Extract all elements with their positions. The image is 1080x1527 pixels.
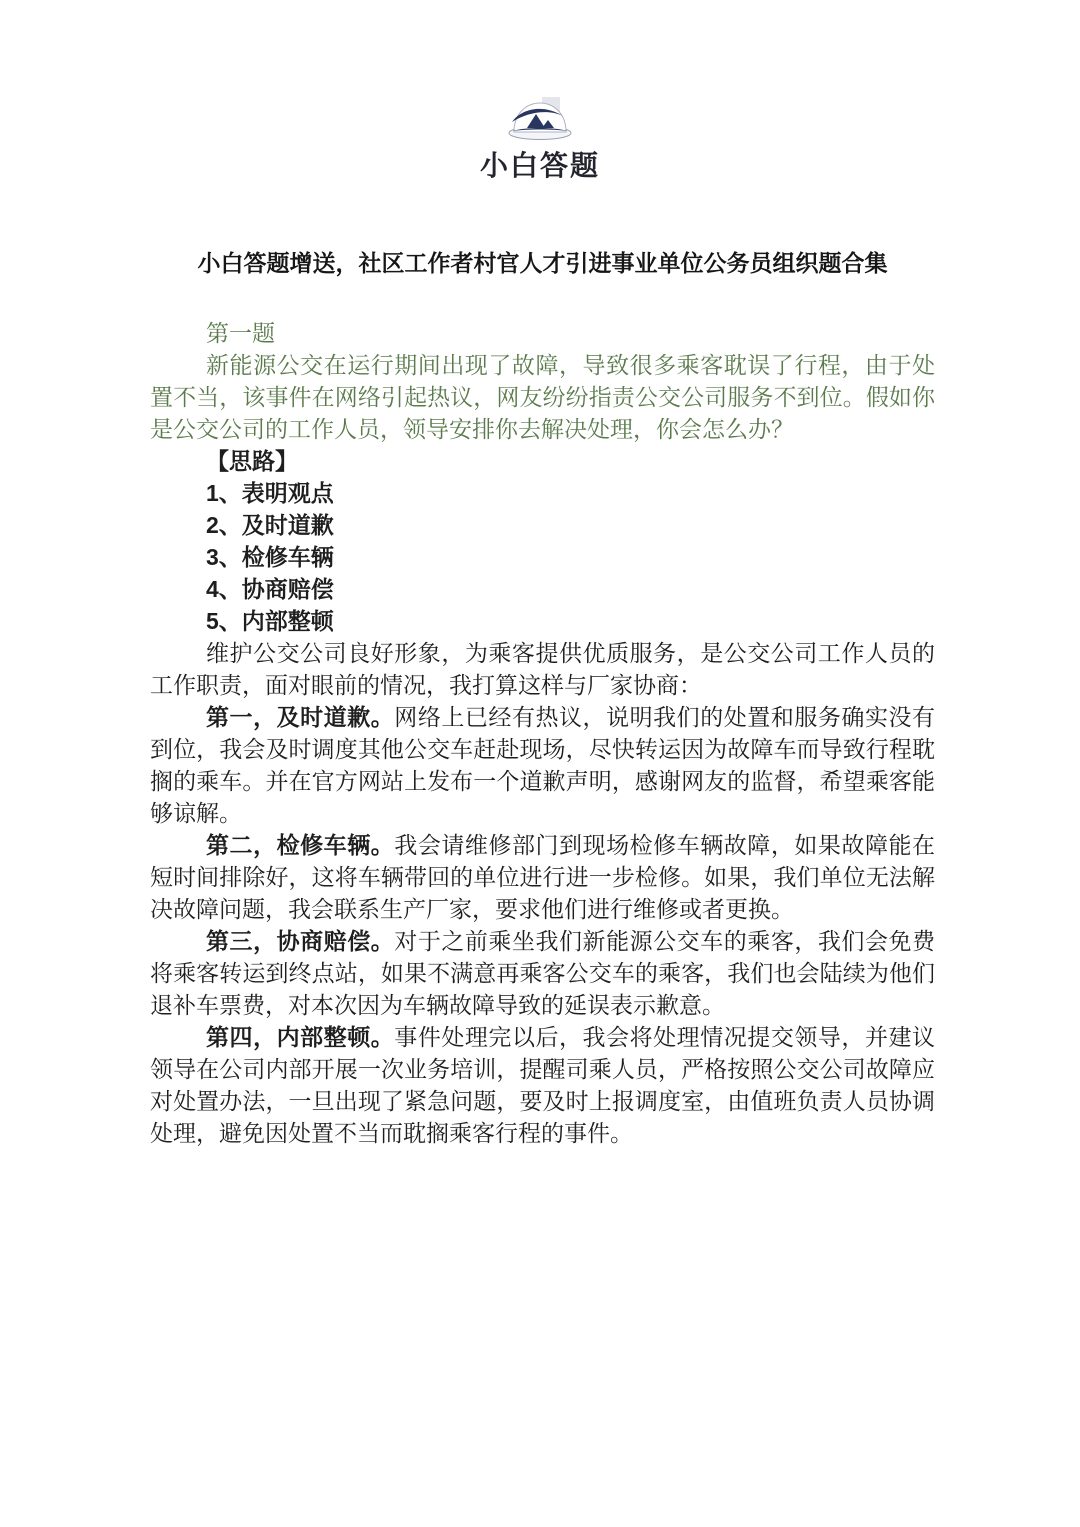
outline-item: 2、及时道歉 bbox=[206, 512, 334, 538]
outline-item: 4、协商赔偿 bbox=[206, 576, 334, 602]
document-body bbox=[0, 247, 1080, 1149]
answer-point-3 bbox=[150, 925, 935, 1021]
hat-logo-icon bbox=[500, 96, 580, 142]
question-label: 第一题 bbox=[206, 320, 275, 346]
answer-point-4 bbox=[150, 1021, 935, 1149]
point-text: 我会请维修部门到现场检修车辆故障，如果故障能在短时间排除好，这将车辆带回的单位进行进一步检修。如果，我们单位无法解决故障问题，我会联系生产厂家，要求他们进行维修或者更换。 bbox=[150, 832, 936, 922]
outline-item: 5、内部整顿 bbox=[206, 608, 334, 634]
point-lead: 第二，检修车辆。 bbox=[206, 832, 395, 858]
outline-heading: 【思路】 bbox=[206, 448, 298, 474]
outline-list bbox=[150, 477, 935, 637]
point-lead: 第三，协商赔偿。 bbox=[206, 928, 395, 954]
answer-point-1 bbox=[150, 701, 935, 829]
question-block bbox=[150, 317, 935, 445]
brand-text: 小白答题 bbox=[479, 150, 600, 181]
outline-item: 3、检修车辆 bbox=[206, 544, 334, 570]
point-text: 对于之前乘坐我们新能源公交车的乘客，我们会免费将乘客转运到终点站，如果不满意再乘客公交车的乘客，我们也会陆续为他们退补车票费，对本次因为车辆故障导致的延误表示歉意。 bbox=[150, 928, 936, 1018]
intro-paragraph: 维护公交公司良好形象，为乘客提供优质服务，是公交公司工作人员的工作职责，面对眼前的情况，我打算这样与厂家协商： bbox=[150, 640, 935, 698]
logo-block bbox=[0, 0, 1080, 183]
point-text: 事件处理完以后，我会将处理情况提交领导，并建议领导在公司内部开展一次业务培训，提醒司乘人员，严格按照公交公司故障应对处置办法，一旦出现了紧急问题，要及时上报调度室，由值班负责人员协调处理，避免因处置不当而耽搁乘客行程的事件。 bbox=[150, 1024, 936, 1146]
answer-point-2 bbox=[150, 829, 935, 925]
outline-item: 1、表明观点 bbox=[206, 480, 334, 506]
point-text: 网络上已经有热议，说明我们的处置和服务确实没有到位，我会及时调度其他公交车赶赴现场，尽快转运因为故障车而导致行程耽搁的乘车。并在官方网站上发布一个道歉声明，感谢网友的监督，希望乘客能够谅解。 bbox=[150, 704, 936, 826]
page-title: 小白答题增送，社区工作者村官人才引进事业单位公务员组织题合集 bbox=[197, 250, 888, 276]
point-lead: 第一，及时道歉。 bbox=[206, 704, 395, 730]
question-text: 新能源公交在运行期间出现了故障，导致很多乘客耽误了行程，由于处置不当，该事件在网络引起热议，网友纷纷指责公交公司服务不到位。假如你是公交公司的工作人员，领导安排你去解决处理，你会怎么办？ bbox=[150, 352, 935, 442]
point-lead: 第四，内部整顿。 bbox=[206, 1024, 395, 1050]
